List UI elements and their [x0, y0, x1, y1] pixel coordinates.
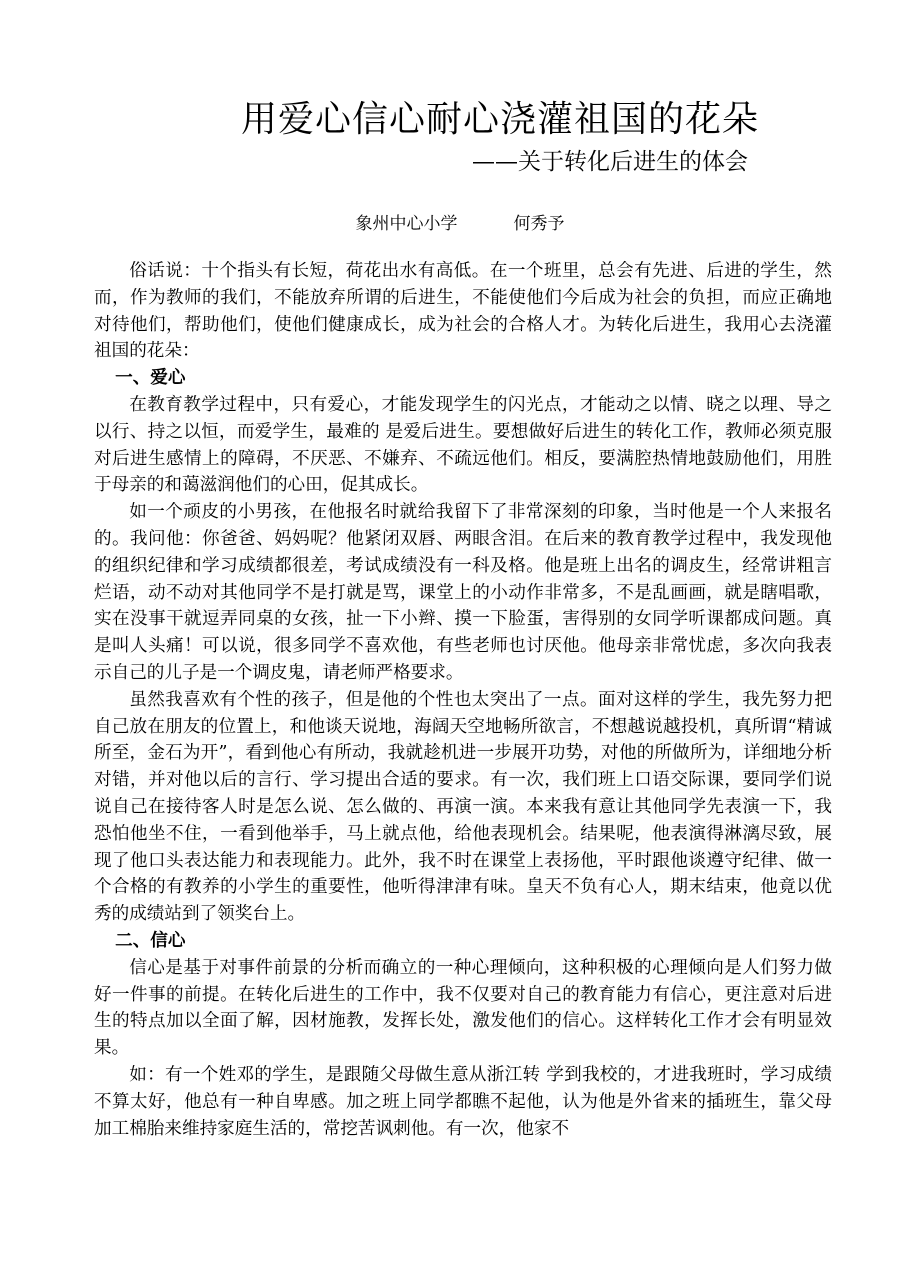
paragraph: 在教育教学过程中，只有爱心，才能发现学生的闪光点，才能动之以情、晓之以理、导之以行、持之以恒，而爱学生，最难的 是爱后进生。要想做好后进生的转化工作，教师必须克服对后进生感情上的障碍，不厌恶、不嫌弃、不疏远他们。相反，要满腔热情地鼓励他们，用胜于母亲的和蔼滋润他们的心田，促其成长。: [94, 394, 832, 496]
section-heading-confidence: 二、信心: [115, 930, 186, 951]
paragraph: 虽然我喜欢有个性的孩子，但是他的个性也太突出了一点。面对这样的学生，我先努力把自己放在朋友的位置上，和他谈天说地，海阔天空地畅所欲言，不想越说越投机，真所谓“精诚所至，金石为开”，看到他心有所动，我就趁机进一步展开功势，对他的所做所为，详细地分析对错，并对他以后的言行、学习提出合适的要求。有一次，我们班上口语交际课，要同学们说说自己在接待客人时是怎么说、怎么做的、再演一演。本来我有意让其他同学先表演一下，我恐怕他坐不住，一看到他举手，马上就点他，给他表现机会。结果呢，他表演得淋漓尽致，展现了他口头表达能力和表现能力。此外，我不时在课堂上表扬他，平时跟他谈遵守纪律、做一个合格的有教养的小学生的重要性，他听得津津有味。皇天不负有心人，期末结束，他竟以优秀的成绩站到了领奖台上。: [94, 689, 832, 925]
paragraph: 如：有一个姓邓的学生，是跟随父母做生意从浙江转 学到我校的，才进我班时，学习成绩不算太好，他总有一种自卑感。加之班上同学都瞧不起他，认为他是外省来的插班生，靠父母加工棉胎来维持家庭生活的，常挖苦讽刺他。有一次，他家不: [94, 1064, 832, 1139]
document-subtitle: ——关于转化后进生的体会: [472, 149, 748, 175]
document-body: [94, 258, 832, 1142]
section-heading-love: 一、爱心: [115, 368, 186, 389]
intro-paragraph: 俗话说：十个指头有长短，荷花出水有高低。在一个班里，总会有先进、后进的学生，然而，作为教师的我们，不能放弃所谓的后进生，不能使他们今后成为社会的负担，而应正确地对待他们，帮助他们，使他们健康成长，成为社会的合格人才。为转化后进生，我用心去浇灌祖国的花朵：: [94, 261, 832, 362]
paragraph: 如一个顽皮的小男孩，在他报名时就给我留下了非常深刻的印象，当时他是一个人来报名的。我问他：你爸爸、妈妈呢？他紧闭双唇、两眼含泪。在后来的教育教学过程中，我发现他的组织纪律和学习成绩都很差，考试成绩没有一科及格。他是班上出名的调皮生，经常讲粗言烂语，动不动对其他同学不是打就是骂，课堂上的小动作非常多，不是乱画画，就是瞎唱歌，实在没事干就逗弄同桌的女孩，扯一下小辫、摸一下脸蛋，害得别的女同学听课都成问题。真是叫人头痛！可以说，很多同学不喜欢他，有些老师也讨厌他。他母亲非常忧虑，多次向我表示自己的儿子是一个调皮鬼，请老师严格要求。: [94, 502, 832, 683]
school-name: 象州中心小学: [355, 214, 458, 234]
document-title: 用爱心信心耐心浇灌祖国的花朵: [240, 99, 759, 140]
paragraph: 信心是基于对事件前景的分析而确立的一种心理倾向，这种积极的心理倾向是人们努力做好一件事的前提。在转化后进生的工作中，我不仅要对自己的教育能力有信心，更注意对后进生的特点加以全面了解，因材施教，发挥长处，激发他们的信心。这样转化工作才会有明显效果。: [94, 957, 832, 1059]
byline: [0, 210, 920, 238]
author-name: 何秀予: [513, 214, 565, 234]
